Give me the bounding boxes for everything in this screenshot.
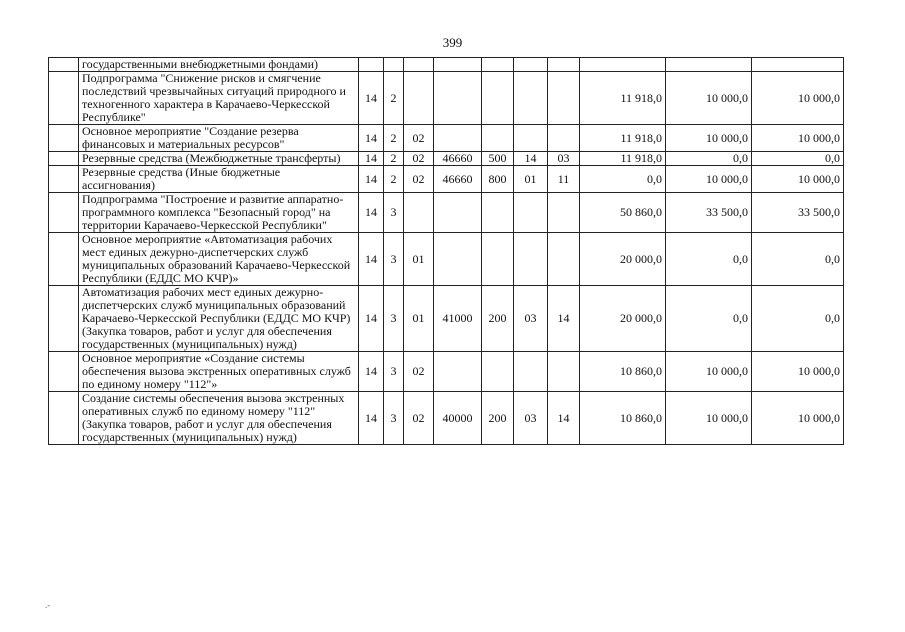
main-activity-code-cell xyxy=(404,193,434,233)
direction-code-cell xyxy=(434,193,482,233)
amount-year1-cell xyxy=(580,58,666,72)
amount-year3-cell: 10 000,0 xyxy=(752,125,844,152)
row-index-cell xyxy=(49,233,79,286)
section-code-cell xyxy=(514,233,548,286)
subsection-code-cell: 11 xyxy=(548,166,580,193)
section-code-cell: 03 xyxy=(514,286,548,352)
scan-mark: .- xyxy=(45,600,51,610)
main-activity-code-cell xyxy=(404,72,434,125)
program-code-cell: 14 xyxy=(359,352,384,392)
amount-year3-cell: 10 000,0 xyxy=(752,166,844,193)
amount-year3-cell: 10 000,0 xyxy=(752,392,844,445)
amount-year3-cell: 0,0 xyxy=(752,233,844,286)
expense-type-code-cell xyxy=(482,72,514,125)
direction-code-cell xyxy=(434,72,482,125)
amount-year1-cell: 10 860,0 xyxy=(580,392,666,445)
program-code-cell: 14 xyxy=(359,286,384,352)
subprogram-code-cell: 2 xyxy=(384,166,404,193)
direction-code-cell: 40000 xyxy=(434,392,482,445)
amount-year1-cell: 11 918,0 xyxy=(580,125,666,152)
amount-year2-cell: 10 000,0 xyxy=(666,166,752,193)
amount-year3-cell: 10 000,0 xyxy=(752,352,844,392)
program-code-cell: 14 xyxy=(359,125,384,152)
amount-year2-cell: 10 000,0 xyxy=(666,125,752,152)
subsection-code-cell: 03 xyxy=(548,152,580,166)
section-code-cell xyxy=(514,193,548,233)
subprogram-code-cell: 3 xyxy=(384,392,404,445)
amount-year1-cell: 11 918,0 xyxy=(580,152,666,166)
item-name-cell: Основное мероприятие «Создание системы обеспечения вызова экстренных оперативных служб по единому номеру "112"» xyxy=(79,352,359,392)
direction-code-cell xyxy=(434,58,482,72)
subprogram-code-cell: 2 xyxy=(384,125,404,152)
amount-year1-cell: 20 000,0 xyxy=(580,286,666,352)
amount-year1-cell: 50 860,0 xyxy=(580,193,666,233)
section-code-cell xyxy=(514,352,548,392)
main-activity-code-cell: 02 xyxy=(404,166,434,193)
expense-type-code-cell xyxy=(482,193,514,233)
direction-code-cell: 41000 xyxy=(434,286,482,352)
table-row xyxy=(49,193,844,233)
table-row xyxy=(49,166,844,193)
main-activity-code-cell: 01 xyxy=(404,286,434,352)
direction-code-cell xyxy=(434,125,482,152)
row-index-cell xyxy=(49,152,79,166)
subprogram-code-cell xyxy=(384,58,404,72)
row-index-cell xyxy=(49,392,79,445)
subsection-code-cell xyxy=(548,72,580,125)
amount-year1-cell: 11 918,0 xyxy=(580,72,666,125)
main-activity-code-cell xyxy=(404,58,434,72)
item-name-cell: Создание системы обеспечения вызова экстренных оперативных служб по единому номеру "112" (Закупка товаров, работ и услуг для обеспечения государственных (муниципальных) нужд) xyxy=(79,392,359,445)
amount-year2-cell: 0,0 xyxy=(666,233,752,286)
table-row xyxy=(49,286,844,352)
table-row xyxy=(49,392,844,445)
main-activity-code-cell: 02 xyxy=(404,392,434,445)
expense-type-code-cell xyxy=(482,58,514,72)
subprogram-code-cell: 2 xyxy=(384,72,404,125)
subprogram-code-cell: 3 xyxy=(384,233,404,286)
table-row xyxy=(49,72,844,125)
amount-year2-cell: 0,0 xyxy=(666,286,752,352)
subprogram-code-cell: 3 xyxy=(384,286,404,352)
subsection-code-cell xyxy=(548,125,580,152)
subprogram-code-cell: 3 xyxy=(384,352,404,392)
main-activity-code-cell: 01 xyxy=(404,233,434,286)
subprogram-code-cell: 2 xyxy=(384,152,404,166)
main-activity-code-cell: 02 xyxy=(404,352,434,392)
section-code-cell xyxy=(514,58,548,72)
budget-table xyxy=(48,57,844,445)
item-name-cell: Основное мероприятие «Автоматизация рабочих мест единых дежурно-диспетчерских служб муниципальных образований Карачаево-Черкесской Республики (ЕДДС МО КЧР)» xyxy=(79,233,359,286)
amount-year2-cell: 10 000,0 xyxy=(666,72,752,125)
row-index-cell xyxy=(49,352,79,392)
amount-year3-cell: 0,0 xyxy=(752,286,844,352)
main-activity-code-cell: 02 xyxy=(404,125,434,152)
subsection-code-cell: 14 xyxy=(548,286,580,352)
expense-type-code-cell xyxy=(482,352,514,392)
subsection-code-cell xyxy=(548,233,580,286)
subsection-code-cell xyxy=(548,58,580,72)
program-code-cell: 14 xyxy=(359,233,384,286)
section-code-cell: 14 xyxy=(514,152,548,166)
amount-year2-cell xyxy=(666,58,752,72)
item-name-cell: Подпрограмма "Построение и развитие аппаратно-программного комплекса "Безопасный город" на территории Карачаево-Черкесской Республики" xyxy=(79,193,359,233)
amount-year1-cell: 10 860,0 xyxy=(580,352,666,392)
item-name-cell: Автоматизация рабочих мест единых дежурно-диспетчерских служб муниципальных образований Карачаево-Черкесской Республики (ЕДДС МО КЧР) (Закупка товаров, работ и услуг для обеспечения государственных (муниципальных) нужд) xyxy=(79,286,359,352)
amount-year1-cell: 0,0 xyxy=(580,166,666,193)
amount-year2-cell: 10 000,0 xyxy=(666,392,752,445)
subsection-code-cell: 14 xyxy=(548,392,580,445)
program-code-cell: 14 xyxy=(359,72,384,125)
page-number: 399 xyxy=(442,35,463,50)
item-name-cell: Резервные средства (Межбюджетные трансферты) xyxy=(79,152,359,166)
item-name-cell: Подпрограмма "Снижение рисков и смягчение последствий чрезвычайных ситуаций природного и техногенного характера в Карачаево-Черкесской Республике" xyxy=(79,72,359,125)
table-row xyxy=(49,152,844,166)
expense-type-code-cell xyxy=(482,233,514,286)
expense-type-code-cell: 800 xyxy=(482,166,514,193)
expense-type-code-cell: 500 xyxy=(482,152,514,166)
amount-year2-cell: 33 500,0 xyxy=(666,193,752,233)
program-code-cell: 14 xyxy=(359,392,384,445)
table-row xyxy=(49,233,844,286)
expense-type-code-cell xyxy=(482,125,514,152)
amount-year3-cell xyxy=(752,58,844,72)
program-code-cell xyxy=(359,58,384,72)
row-index-cell xyxy=(49,166,79,193)
amount-year1-cell: 20 000,0 xyxy=(580,233,666,286)
subsection-code-cell xyxy=(548,193,580,233)
program-code-cell: 14 xyxy=(359,193,384,233)
program-code-cell: 14 xyxy=(359,152,384,166)
program-code-cell: 14 xyxy=(359,166,384,193)
section-code-cell: 01 xyxy=(514,166,548,193)
direction-code-cell xyxy=(434,352,482,392)
item-name-cell: Основное мероприятие "Создание резерва финансовых и материальных ресурсов" xyxy=(79,125,359,152)
amount-year2-cell: 10 000,0 xyxy=(666,352,752,392)
amount-year2-cell: 0,0 xyxy=(666,152,752,166)
expense-type-code-cell: 200 xyxy=(482,286,514,352)
direction-code-cell xyxy=(434,233,482,286)
row-index-cell xyxy=(49,286,79,352)
main-activity-code-cell: 02 xyxy=(404,152,434,166)
expense-type-code-cell: 200 xyxy=(482,392,514,445)
table-row xyxy=(49,352,844,392)
amount-year3-cell: 33 500,0 xyxy=(752,193,844,233)
table-row xyxy=(49,125,844,152)
subprogram-code-cell: 3 xyxy=(384,193,404,233)
section-code-cell: 03 xyxy=(514,392,548,445)
amount-year3-cell: 10 000,0 xyxy=(752,72,844,125)
item-name-cell: Резервные средства (Иные бюджетные ассигнования) xyxy=(79,166,359,193)
table-row xyxy=(49,58,844,72)
amount-year3-cell: 0,0 xyxy=(752,152,844,166)
row-index-cell xyxy=(49,72,79,125)
direction-code-cell: 46660 xyxy=(434,166,482,193)
section-code-cell xyxy=(514,72,548,125)
subsection-code-cell xyxy=(548,352,580,392)
row-index-cell xyxy=(49,58,79,72)
row-index-cell xyxy=(49,125,79,152)
direction-code-cell: 46660 xyxy=(434,152,482,166)
item-name-cell: государственными внебюджетными фондами) xyxy=(79,58,359,72)
section-code-cell xyxy=(514,125,548,152)
row-index-cell xyxy=(49,193,79,233)
